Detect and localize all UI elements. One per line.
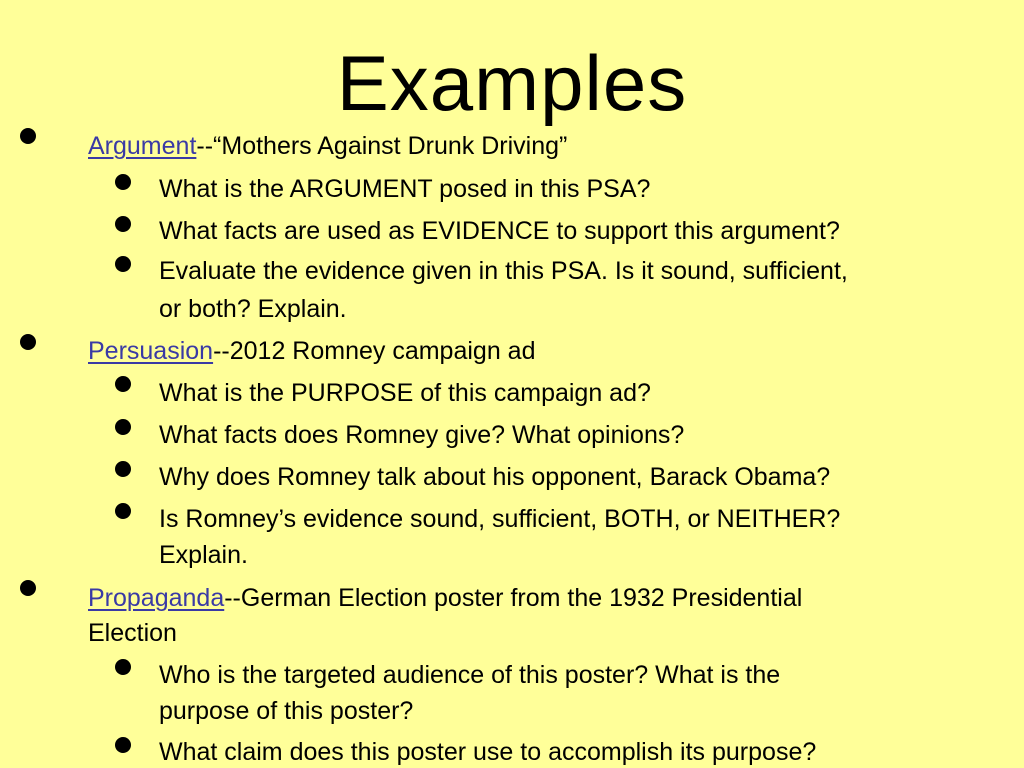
bullet-argument (20, 128, 36, 144)
persuasion-question-4: Is Romney’s evidence sound, sufficient, BOTH, or NEITHER? (159, 505, 841, 533)
propaganda-link[interactable]: Propaganda (88, 584, 225, 612)
bullet-persuasion (20, 334, 36, 350)
argument-question-1: What is the ARGUMENT posed in this PSA? (159, 175, 651, 203)
slide-title: Examples (336, 39, 688, 127)
argument-question-2: What facts are used as EVIDENCE to support this argument? (159, 217, 840, 245)
argument-question-3-continued: or both? Explain. (159, 295, 347, 323)
bullet-persuasion-q1 (115, 376, 131, 392)
persuasion-question-3: Why does Romney talk about his opponent, Barack Obama? (159, 463, 831, 491)
bullet-persuasion-q4 (115, 503, 131, 519)
argument-link[interactable]: Argument (88, 132, 197, 160)
propaganda-heading-continued: Election (88, 619, 177, 647)
section-heading-persuasion (88, 336, 535, 366)
bullet-persuasion-q2 (115, 419, 131, 435)
bullet-propaganda-q2 (115, 737, 131, 753)
persuasion-question-1: What is the PURPOSE of this campaign ad? (159, 379, 651, 407)
persuasion-question-2: What facts does Romney give? What opinions? (159, 421, 685, 449)
persuasion-question-4-continued: Explain. (159, 541, 248, 569)
bullet-argument-q3 (115, 256, 131, 272)
bullet-persuasion-q3 (115, 461, 131, 477)
persuasion-link[interactable]: Persuasion (88, 337, 214, 365)
propaganda-heading-text: --German Election poster from the 1932 Presidential (224, 584, 803, 612)
argument-heading-text: --“Mothers Against Drunk Driving” (196, 132, 568, 160)
bullet-propaganda (20, 580, 36, 596)
argument-question-3: Evaluate the evidence given in this PSA. Is it sound, sufficient, (159, 257, 848, 285)
bullet-propaganda-q1 (115, 659, 131, 675)
section-heading-argument (88, 131, 567, 161)
propaganda-question-1: Who is the targeted audience of this poster? What is the (159, 661, 781, 689)
bullet-argument-q1 (115, 174, 131, 190)
persuasion-heading-text: --2012 Romney campaign ad (213, 337, 536, 365)
section-heading-propaganda (88, 583, 802, 613)
bullet-argument-q2 (115, 216, 131, 232)
propaganda-question-1-continued: purpose of this poster? (159, 697, 414, 725)
propaganda-question-2: What claim does this poster use to accomplish its purpose? (159, 738, 817, 766)
